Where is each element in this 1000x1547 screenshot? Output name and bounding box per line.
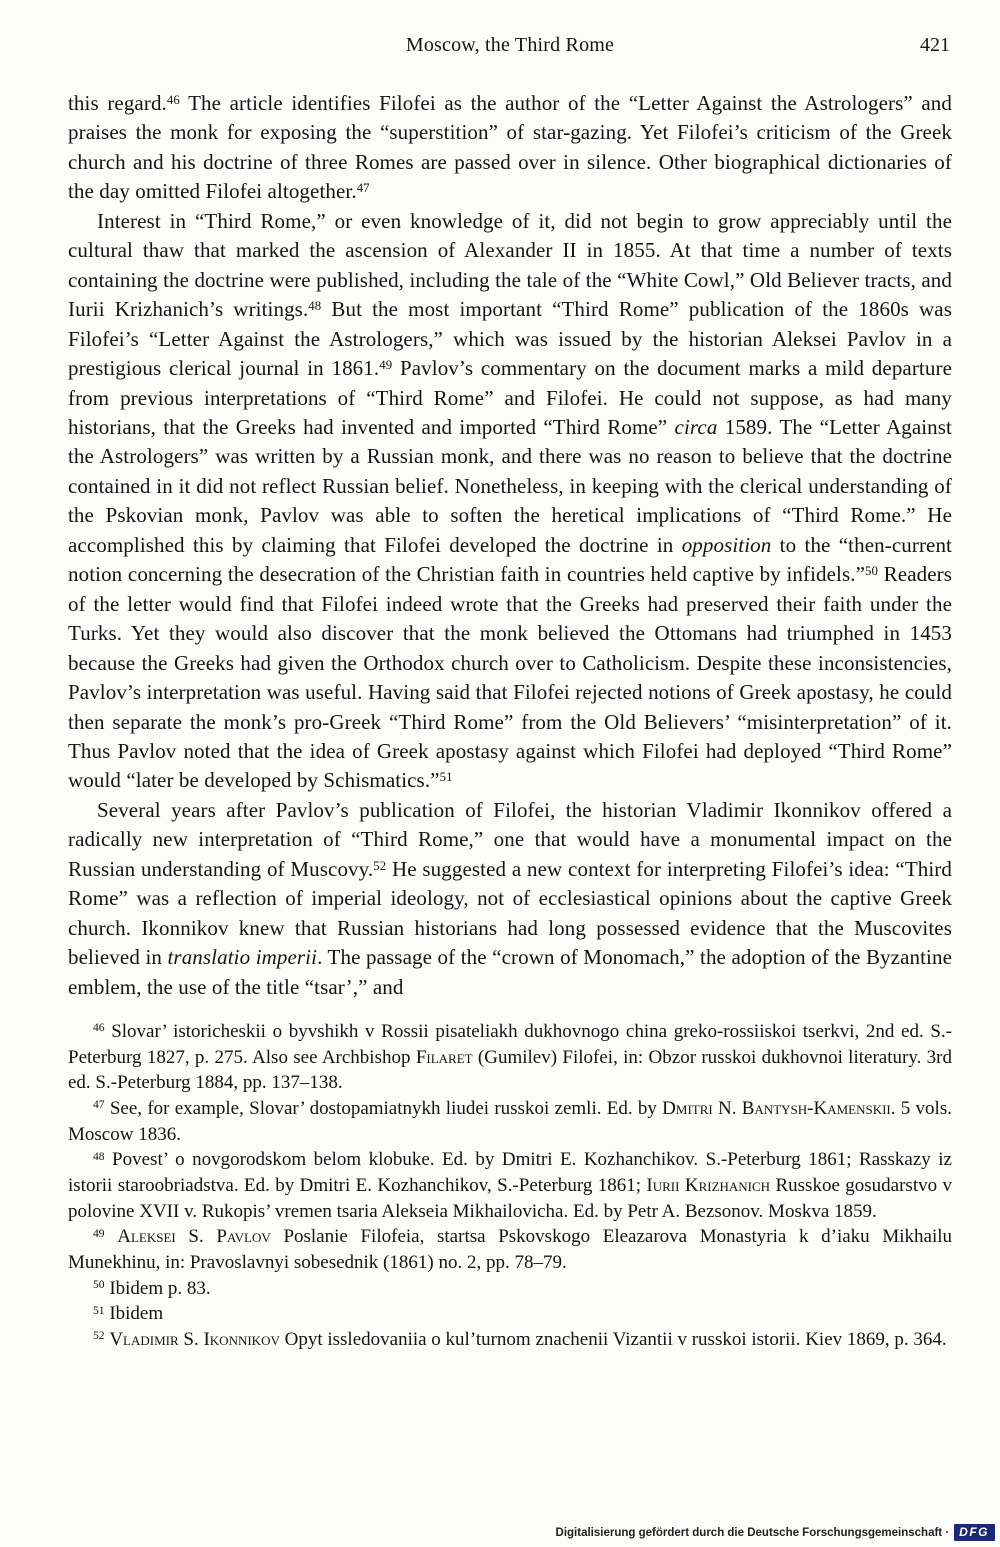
footnote [68, 1224, 952, 1275]
text-run: Slovar’ istoricheskii o byvshikh v Rossii pisateliakh dukhovnogo china greko-rossiiskoi tserkvi, 2nd ed. S.-Peterburg 1827, p. 275. Also see Archbishop [68, 1021, 952, 1068]
text-run: Opyt issledovaniia o kul’turnom znachenii Vizantii v russkoi istorii. Kiev 1869, p. 364. [279, 1328, 947, 1350]
footnote [68, 1019, 952, 1096]
running-head-title: Moscow, the Third Rome [405, 34, 615, 56]
smallcaps-name: Iurii Krizhanich [646, 1174, 771, 1196]
smallcaps-name: Dmitri N. Bantysh-Kamenskii [662, 1098, 891, 1120]
dfg-logo: DFG [954, 1524, 995, 1541]
text-run: Several years after Pavlov’s publication of Filofei, the historian Vladimir Ikonnikov offered a radically new interpretation of “Third Rome,” one that would have a monumental impact on the Russian understanding of Muscovy. [68, 797, 952, 881]
smallcaps-name: Filaret [415, 1046, 473, 1068]
footnote-marker: 47 [356, 181, 370, 196]
smallcaps-name: Aleksei S. Pavlov [117, 1226, 271, 1248]
page-number: 421 [920, 34, 950, 56]
footnote-marker: 50 [93, 1278, 105, 1292]
footnote-marker: 51 [439, 770, 453, 785]
text-run: But the most important “Third Rome” publication of the 1860s was Filofei’s “Letter Against the Astrologers,” which was issued by the historian Aleksei Pavlov in a prestigious clerical journal in 1861. [68, 297, 952, 381]
text-run: . The passage of the “crown of Monomach,” the adoption of the Byzantine emblem, the use of the title “tsar’,” and [68, 945, 952, 999]
text-run: Ibidem [104, 1303, 164, 1325]
text-run: Russkoe gosudarstvo v polovine XVII v. Rukopis’ vremen tsaria Alekseia Mikhailovicha. Ed. by Petr A. Bezsonov. Moskva 1859. [68, 1174, 952, 1222]
footnote [68, 1096, 952, 1147]
body-text [68, 89, 952, 1002]
footnote-marker: 50 [865, 564, 879, 579]
footnote [68, 1301, 952, 1327]
text-run: 1589. The “Letter Against the Astrologers” was written by a Russian monk, and there was no reason to believe that the doctrine contained in it did not reflect Russian belief. Nonetheless, in keeping with the clerical understanding of the Pskovian monk, Pavlov was able to soften the heretical implications of “Third Rome.” He accomplished this by claiming that Filofei developed the doctrine in [68, 414, 952, 557]
text-run: to the “then-current notion concerning the desecration of the Christian faith in countries held captive by infidels.” [68, 532, 952, 587]
footnote-marker: 48 [93, 1149, 105, 1163]
footnote-marker: 52 [93, 1329, 105, 1343]
footnote [68, 1327, 952, 1353]
digitization-credit-text: Digitalisierung gefördert durch die Deutsche Forschungsgemeinschaft · [555, 1526, 950, 1539]
text-run: Povest’ o novgorodskom belom klobuke. Ed. by Dmitri E. Kozhanchikov. S.-Peterburg 1861; Rasskazy iz istorii staroobriadstva. Ed. by Dmitri E. Kozhanchikov, S.-Peterburg 1861; [68, 1149, 952, 1196]
paragraph [68, 207, 952, 796]
text-run: Ibidem p. 83. [104, 1277, 211, 1299]
text-run: The article identifies Filofei as the author of the “Letter Against the Astrologers” and praises the monk for exposing the “superstition” of star-gazing. Yet Filofei’s criticism of the Greek church and his doctrine of three Romes are passed over in silence. Other biographical dictionaries of the day omitted Filofei altogether. [68, 91, 953, 204]
italic-text: circa [674, 414, 718, 439]
text-run: (Gumilev) Filofei, in: Obzor russkoi dukhovnoi literatury. 3rd ed. S.-Peterburg 1884, pp. 137–138. [68, 1046, 952, 1094]
text-run [105, 1226, 118, 1247]
text-run: this regard. [68, 91, 167, 115]
paragraph [68, 89, 952, 207]
footnote-marker: 46 [93, 1021, 105, 1035]
footnote-marker: 52 [373, 858, 387, 873]
text-run: Poslanie Filofeia, startsa Pskovskogo Eleazarova Monastyria k d’iaku Mikhailu Munekhinu, in: Pravoslavnyi sobesednik (1861) no. 2, pp. 78–79. [68, 1226, 953, 1273]
footnotes [68, 1019, 952, 1353]
paragraph [68, 796, 952, 1002]
footnote-marker: 48 [308, 299, 322, 314]
footnote-marker: 51 [93, 1303, 105, 1317]
footnote [68, 1276, 952, 1302]
italic-text: translatio imperii [167, 945, 318, 970]
text-run: See, for example, Slovar’ dostopamiatnykh liudei russkoi zemli. Ed. by [104, 1098, 663, 1120]
text-run: Readers of the letter would find that Filofei indeed wrote that the Greeks had preserved their faith under the Turks. Yet they would also discover that the monk believed the Ottomans had triumphed in 1453 because the Greeks had given the Orthodox church over to Catholicism. Despite these inconsistencies, Pavlov’s interpretation was useful. Having said that Filofei rejected notions of Greek apostasy, he could then separate the monk’s pro-Greek “Third Rome” from the Old Believers’ “misinterpretation” of it. Thus Pavlov noted that the idea of Greek apostasy against which Filofei had deployed “Third Rome” would “later be developed by Schismatics.” [68, 562, 952, 793]
footnote-marker: 46 [166, 92, 180, 107]
text-run: He suggested a new context for interpreting Filofei’s idea: “Third Rome” was a reflection of imperial ideology, not of ecclesiastical opinions about the captive Greek church. Ikonnikov knew that Russian historians had long possessed evidence that the Muscovites believed in [68, 856, 952, 970]
footnote-marker: 47 [93, 1098, 105, 1112]
digitization-credit [556, 1524, 995, 1541]
text-run: . 5 vols. Moscow 1836. [68, 1098, 952, 1145]
footnote-marker: 49 [379, 357, 393, 372]
running-head [68, 34, 952, 58]
smallcaps-name: Vladimir S. Ikonnikov [109, 1328, 280, 1350]
footnote-marker: 49 [93, 1226, 105, 1240]
footnote [68, 1147, 952, 1224]
italic-text: opposition [681, 532, 772, 557]
text-run: Interest in “Third Rome,” or even knowledge of it, did not begin to grow appreciably until the cultural thaw that marked the ascension of Alexander II in 1855. At that time a number of texts containing the doctrine were published, including the tale of the “White Cowl,” Old Believer tracts, and Iurii Krizhanich’s writings. [68, 208, 952, 322]
text-run: Pavlov’s commentary on the document marks a mild departure from previous interpretations of “Third Rome” and Filofei. He could not suppose, as had many historians, that the Greeks had invented and imported “Third Rome” [68, 356, 952, 439]
